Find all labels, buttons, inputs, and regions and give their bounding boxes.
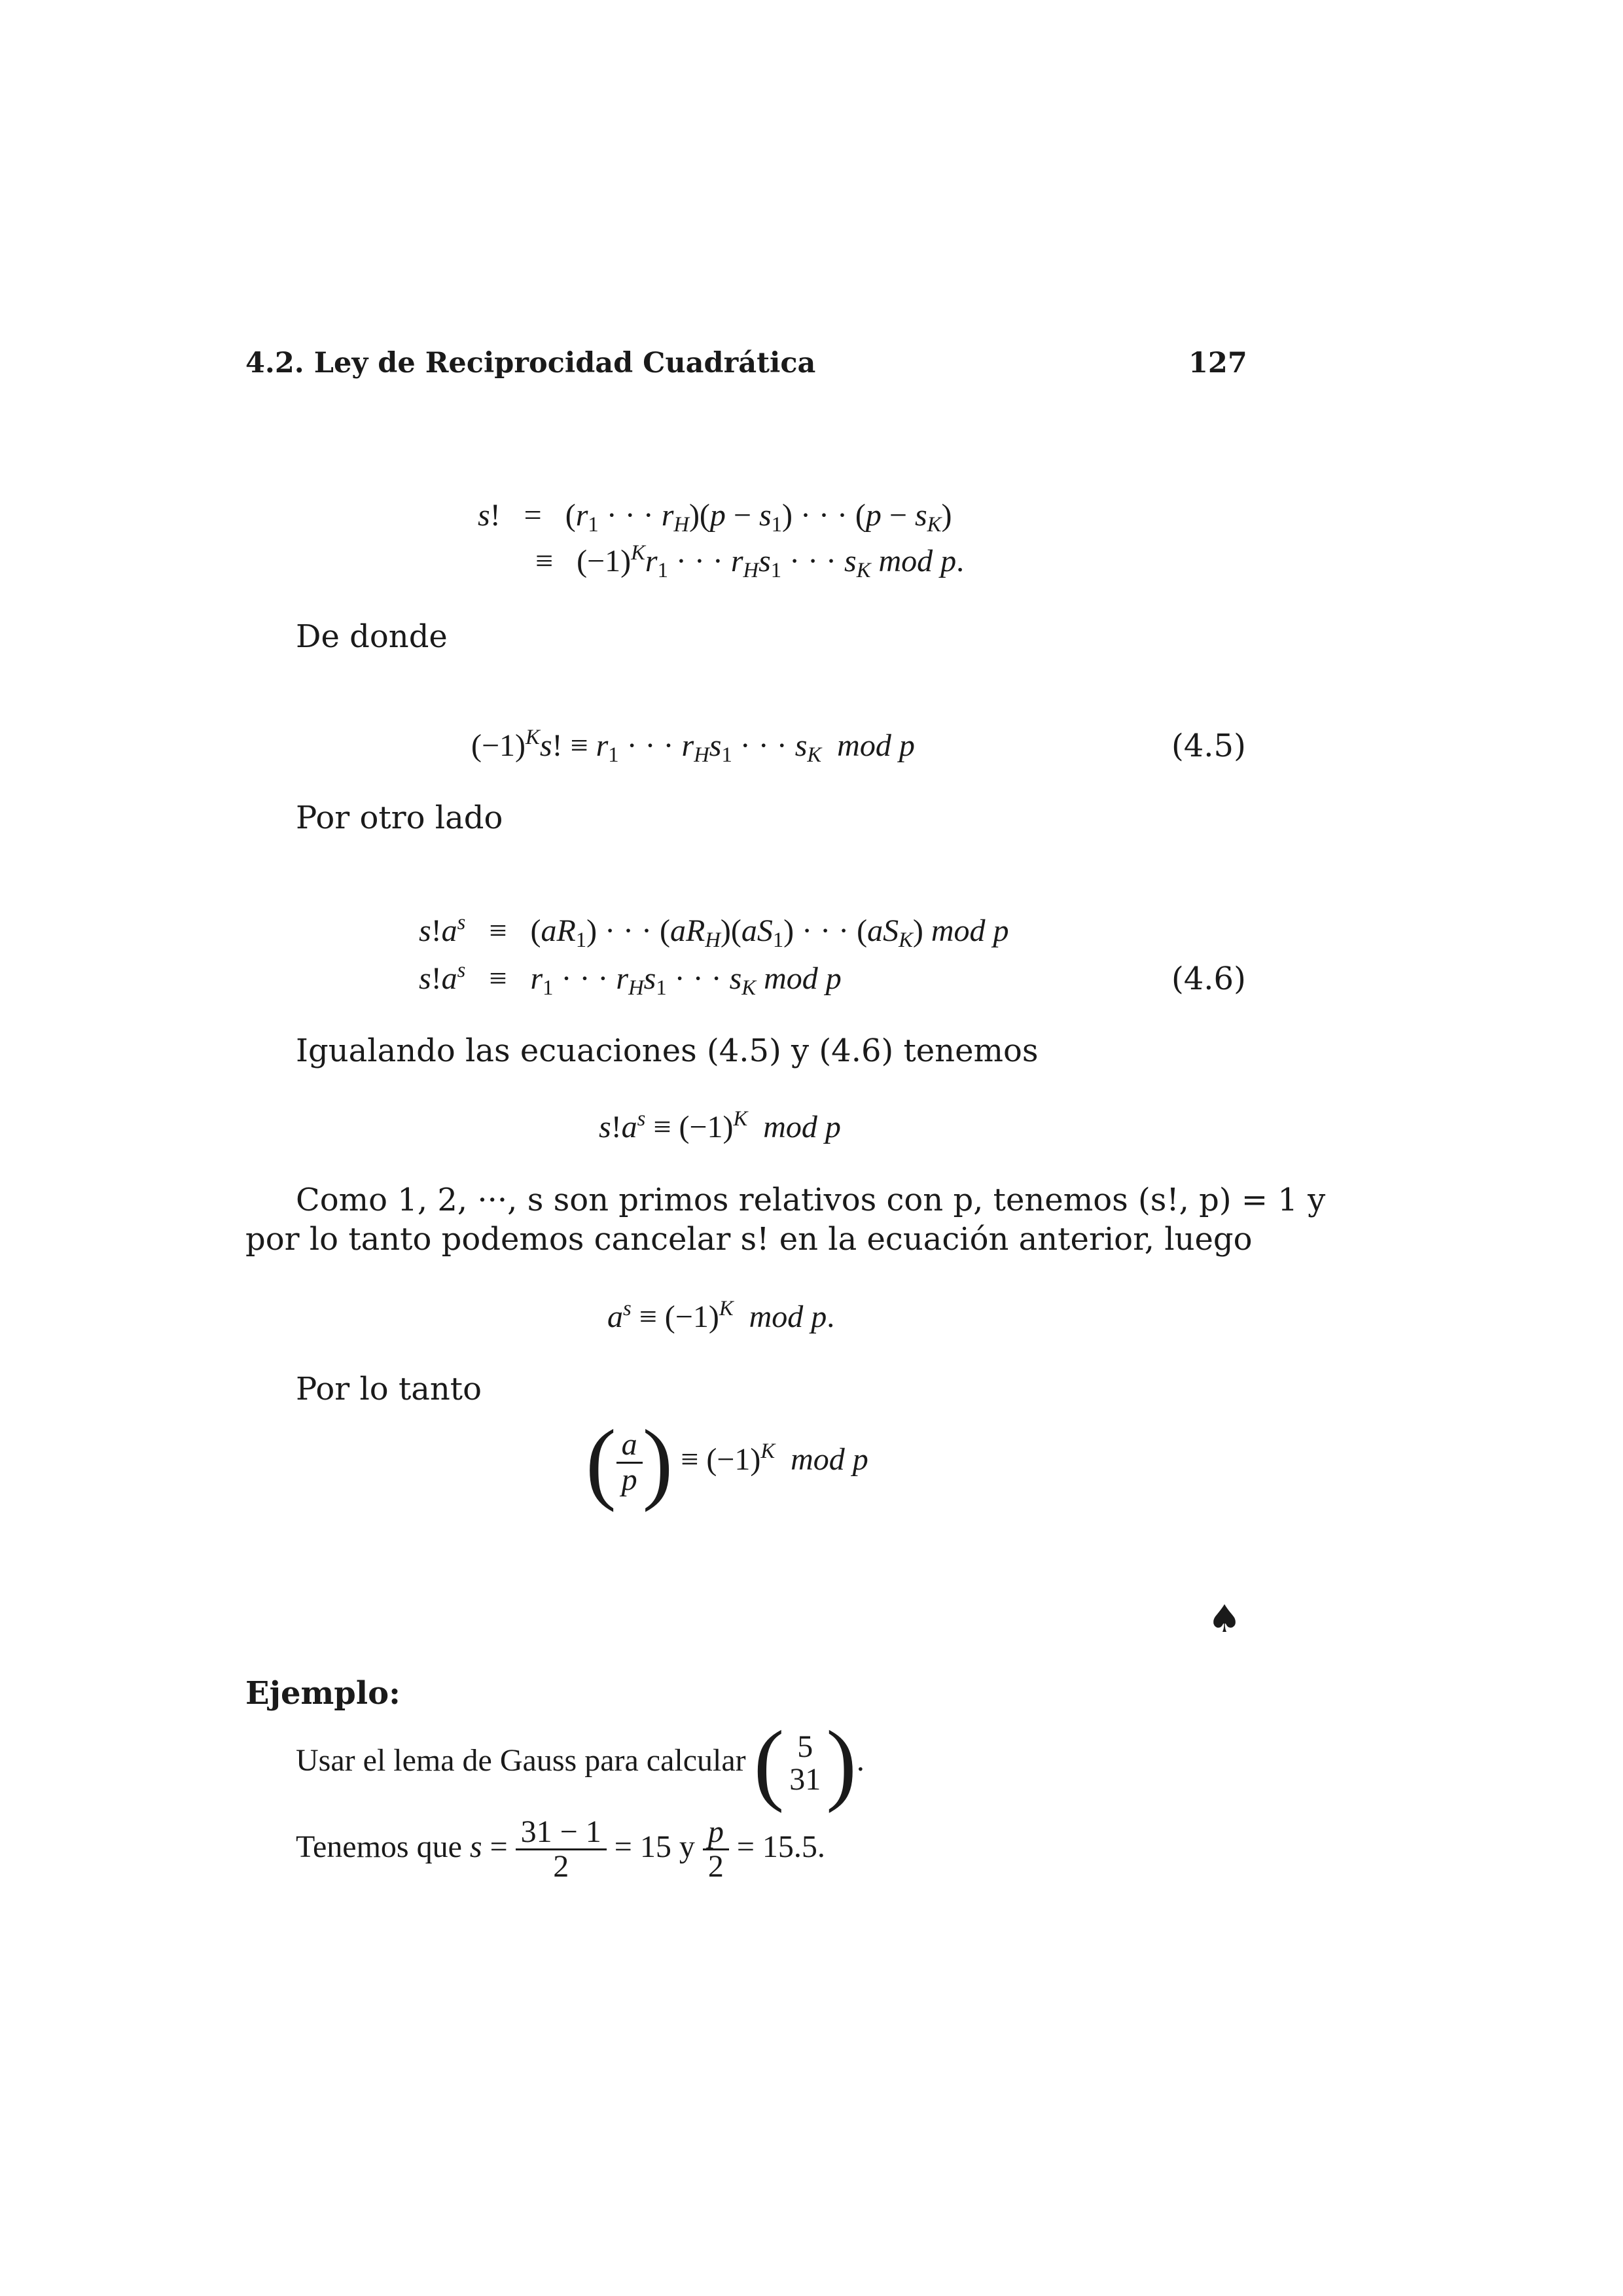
equation-4-5: $(-1)^Ks$! ≡ $r_1$ · · · $r_Hs_1$ · · · $s_K$ mod p xyxy=(471,726,915,768)
s-value: = 15 y xyxy=(614,1829,695,1864)
ejemplo-heading: Ejemplo: xyxy=(245,1675,401,1712)
legendre-numerator: 5 xyxy=(797,1729,813,1764)
equation-label-4-5: (4.5) xyxy=(1171,728,1246,764)
s-fraction-denominator: 2 xyxy=(553,1849,569,1884)
p-fraction-numerator: p xyxy=(703,1816,729,1850)
equation-s-a-line2: $s!a^s \equiv r_1$ · · · $r_Hs_1$ · · · $s_K$ mod p xyxy=(419,959,842,1000)
paragraph-por-lo-tanto: Por lo tanto xyxy=(296,1371,482,1407)
paragraph-de-donde: De donde xyxy=(296,618,448,655)
paragraph-como-line2: por lo tanto podemos cancelar s! en la ecuación anterior, luego xyxy=(245,1221,1253,1258)
equation-a-s-congruence: $a^s \equiv (-1)^K$ mod p. xyxy=(607,1297,835,1334)
p-half-value: = 15.5. xyxy=(736,1829,825,1864)
equation-s-a-congruence: $s!a^s \equiv (-1)^K$ mod p xyxy=(599,1107,841,1144)
paragraph-por-otro-lado: Por otro lado xyxy=(296,800,503,836)
paragraph-como-line1: Como 1, 2, ···, s son primos relativos con p, tenemos (s!, p) = 1 y xyxy=(296,1182,1326,1218)
page-number: 127 xyxy=(1188,347,1247,380)
example-tenemos-line: Tenemos que s = $\frac{31 - 1}{2}$ = 15 y $\frac{p}{2}$ = 15.5. xyxy=(296,1814,825,1884)
paragraph-igualando: Igualando las ecuaciones (4.5) y (4.6) tenemos xyxy=(296,1033,1039,1069)
example-tenemos-text: Tenemos que xyxy=(296,1829,462,1864)
p-fraction-denominator: 2 xyxy=(707,1849,724,1884)
s-fraction-numerator: 31 − 1 xyxy=(516,1816,607,1850)
example-usar-line: Usar el lema de Gauss para calcular ( 5 31 ). xyxy=(296,1712,865,1814)
equation-legendre-symbol: ( $\frac{a}{p}$ ) ≡ $(-1)^K$ mod p xyxy=(586,1411,868,1513)
running-header-section: 4.2. Ley de Reciprocidad Cuadrática xyxy=(245,347,816,380)
end-of-proof-spade-icon: ♠ xyxy=(1207,1597,1241,1641)
equation-label-4-6: (4.6) xyxy=(1171,961,1246,997)
equation-s-a-line1: $s!a^s \equiv (aR_1)$ · · · $(aR_H)(aS_1)$ · · · $(aS_K)$ mod p xyxy=(419,911,1009,953)
example-usar-text: Usar el lema de Gauss para calcular xyxy=(296,1743,746,1778)
legendre-denominator: 31 xyxy=(789,1762,821,1797)
equation-s-factorial-line2: ≡ $(-1)^Kr_1$ · · · $r_Hs_1$ · · · $s_K$ mod p. xyxy=(535,541,965,583)
equation-s-factorial-line1: s! = ($r_1$ · · · $r_H)(p - s_1)$ · · · $(p - s_K)$ xyxy=(478,498,952,537)
